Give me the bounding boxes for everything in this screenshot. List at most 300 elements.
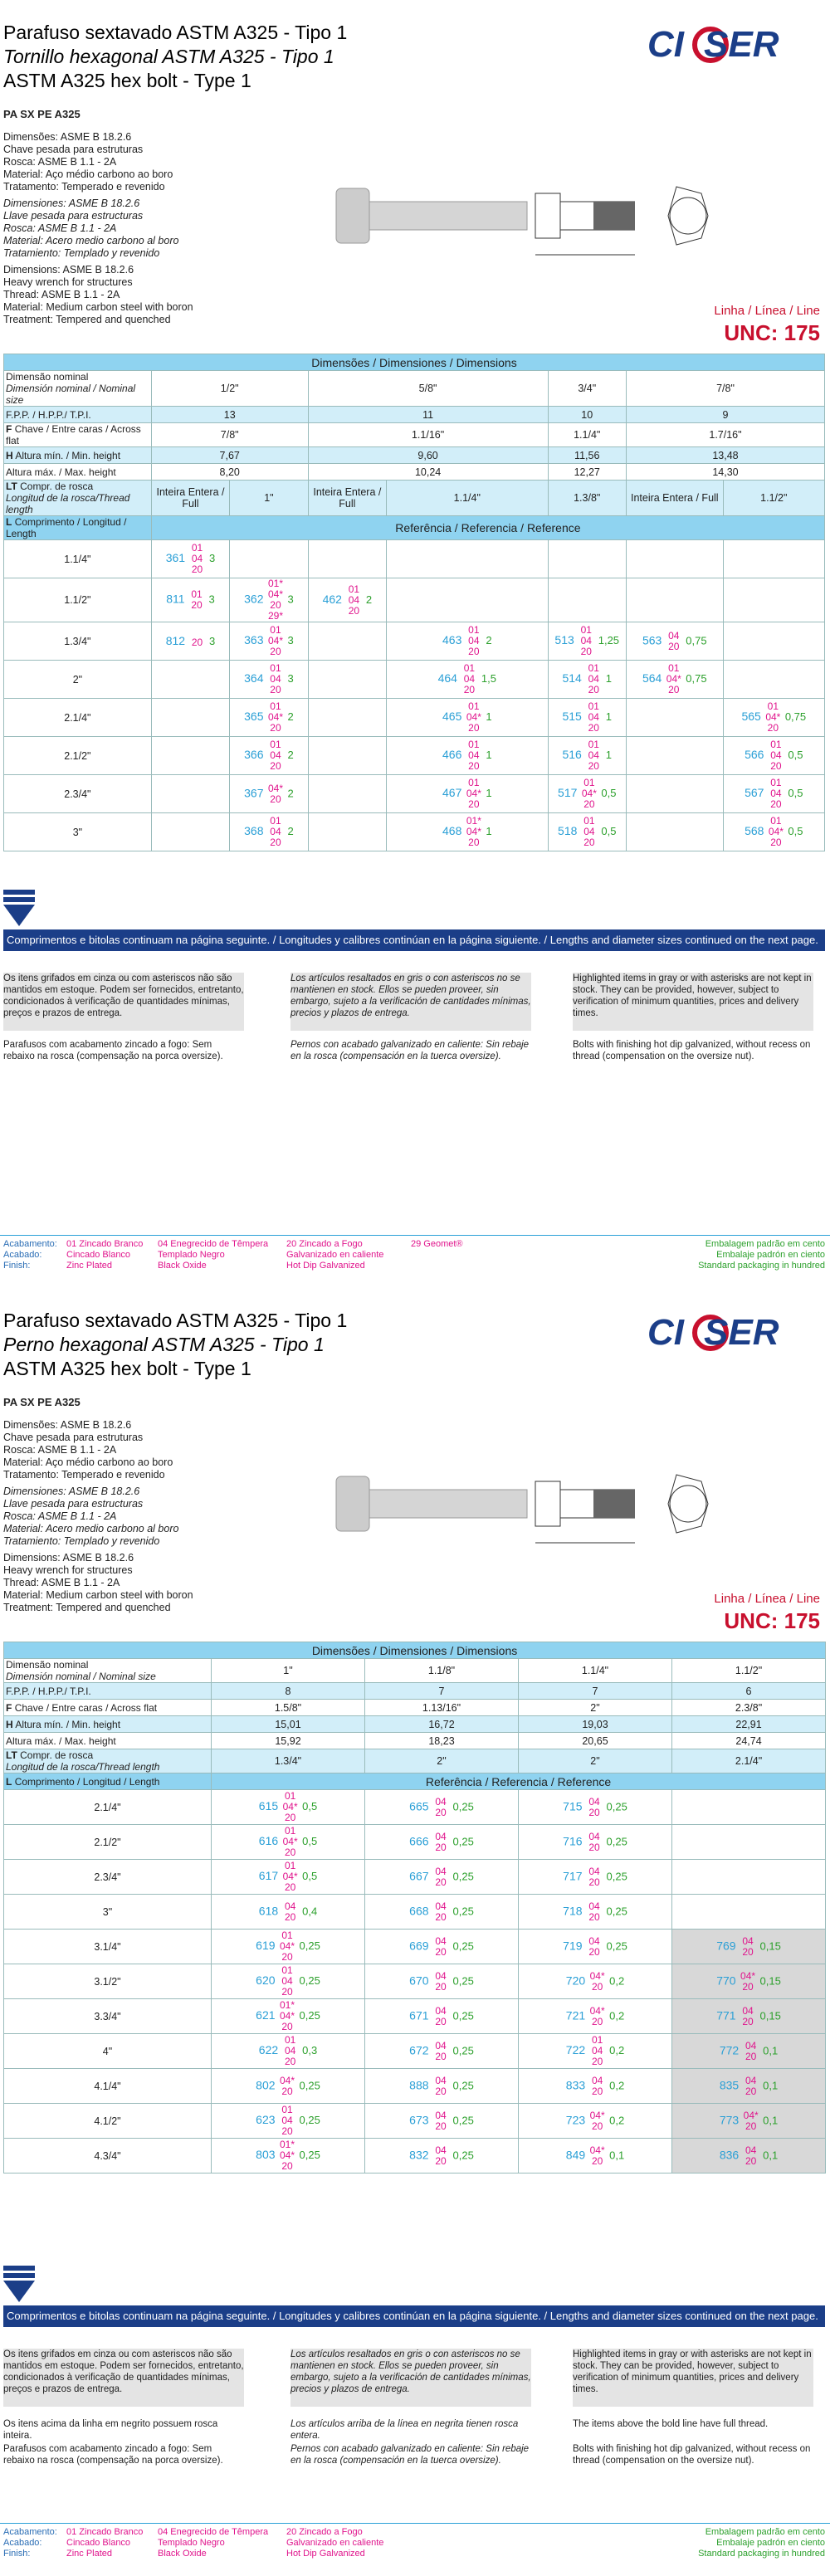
reference-cell [387, 540, 548, 578]
bold-es: Los artículos arriba de la línea en negrita tienen rosca entera. [290, 2419, 519, 2441]
reference-cell [626, 540, 723, 578]
hmax-cell: 15,92 [212, 1733, 365, 1749]
ciser-logo [644, 1308, 818, 1358]
weight: 0,25 [452, 2078, 474, 2091]
weight: 1 [486, 786, 492, 799]
chave-cell: 1.5/8" [212, 1700, 365, 1716]
note-es: Los artículos resaltados en gris o con asteriscos no se mantienen en stock. Ellos se pueden proveer, sin embargo, sujeto a la verificación de cantidades mínimas, precios y plazos de entrega. [290, 2349, 531, 2407]
reference-cell [672, 2104, 826, 2139]
table-row [4, 578, 825, 622]
reference-code: 670 [409, 1973, 429, 1987]
finish-codes: 04* 20 [589, 1969, 605, 1993]
reference-cell [672, 2139, 826, 2174]
reference-code: 616 [258, 1833, 279, 1847]
reference-cell [230, 540, 308, 578]
length-cell: 2.1/4" [4, 699, 152, 737]
packaging: Embalagem padrão em cento Embalaje padrón en ciento Standard packaging in hundred [698, 1239, 825, 1271]
weight: 0,25 [299, 1939, 320, 1952]
finish-codes: 04 20 [435, 2144, 447, 2167]
finish-codes: 20 [191, 636, 203, 648]
weight: 0,3 [302, 2043, 318, 2056]
title-es: Tornillo hexagonal ASTM A325 - Tipo 1 [3, 46, 334, 67]
finish-codes: 04 20 [284, 1900, 296, 1923]
reference-cell [626, 622, 723, 661]
fpp-label: F.P.P. / H.P.P./ T.P.I. [4, 407, 152, 423]
reference-cell [365, 1964, 519, 1999]
reference-code: 835 [719, 2077, 740, 2091]
hmin-cell: 9,60 [308, 447, 548, 464]
finish-codes: 04 20 [742, 1934, 754, 1958]
reference-cell [230, 775, 308, 813]
reference-code: 719 [563, 1938, 583, 1952]
weight: 3 [287, 593, 294, 606]
hmin-cell: 11,56 [548, 447, 626, 464]
reference-code: 671 [409, 2008, 429, 2022]
reference-cell [151, 775, 229, 813]
weight: 0,1 [609, 2148, 625, 2161]
finish-codes: 01 04* 20 [768, 815, 784, 848]
reference-cell [672, 1930, 826, 1964]
weight: 0,5 [601, 824, 617, 837]
finish-codes: 01 04 20 [281, 2104, 293, 2137]
reference-cell [365, 1790, 519, 1825]
size-cell: 1.1/8" [365, 1659, 519, 1683]
reference-code: 849 [565, 2147, 586, 2161]
reference-cell [519, 2069, 672, 2104]
finish-codes: 01* 04* 20 [280, 1999, 295, 2032]
weight: 0,25 [452, 2113, 474, 2126]
title-pt: Parafuso sextavado ASTM A325 - Tipo 1 [3, 1310, 348, 1331]
length-cell: 1.1/4" [4, 540, 152, 578]
ref-label: Referência / Referencia / Reference [212, 1773, 826, 1790]
reference-code: 770 [716, 1973, 736, 1987]
reference-cell [626, 699, 723, 737]
weight: 0,75 [686, 633, 707, 646]
weight: 0,25 [606, 1939, 627, 1952]
weight: 0,5 [788, 824, 803, 837]
length-cell: 4.3/4" [4, 2139, 212, 2174]
galv-pt: Parafusos com acabamento zincado a fogo: Sem rebaixo na rosca (compensação na porca oversize). [3, 2444, 223, 2466]
reference-cell [723, 813, 824, 851]
dimensions-table-2 [3, 1642, 826, 2174]
fpp-cell: 13 [151, 407, 308, 423]
reference-cell [212, 1964, 365, 1999]
reference-cell [672, 1790, 826, 1825]
reference-code: 723 [565, 2112, 586, 2126]
reference-cell [151, 540, 229, 578]
reference-code: 812 [165, 634, 186, 648]
fpp-cell: 10 [548, 407, 626, 423]
finish-codes: 04 20 [588, 1900, 600, 1923]
finish-codes: 01 04* 20 [282, 1790, 298, 1823]
note-es: Los artículos resaltados en gris o con asteriscos no se mantienen en stock. Ellos se pueden proveer, sin embargo, sujeto a la verificación de cantidades mínimas, precios y plazos de entrega. [290, 973, 531, 1031]
spec-es: Dimensiones: ASME B 18.2.6 Llave pesada para estructuras Rosca: ASME B 1.1 - 2A Material: Acero medio carbono al boro Tratamiento: Templado y revenido [3, 1486, 179, 1547]
weight: 0,15 [759, 1973, 781, 1987]
weight: 0,4 [302, 1904, 318, 1917]
reference-cell [672, 1860, 826, 1895]
length-label: L Comprimento / Longitud / Length [4, 516, 152, 540]
hmin-cell: 7,67 [151, 447, 308, 464]
finish-codes: 04 20 [745, 2039, 757, 2062]
table-row [4, 622, 825, 661]
size-cell: 7/8" [626, 371, 824, 407]
hmax-label: Altura máx. / Max. height [4, 1733, 212, 1749]
weight: 0,25 [452, 2148, 474, 2161]
reference-code: 622 [258, 2042, 279, 2056]
hmax-cell: 24,74 [672, 1733, 826, 1749]
reference-code: 771 [716, 2008, 736, 2022]
reference-code: 666 [409, 1833, 429, 1847]
chave-cell: 2" [519, 1700, 672, 1716]
reference-code: 364 [244, 671, 264, 685]
reference-cell [626, 737, 723, 775]
reference-cell [308, 622, 386, 661]
reference-cell [151, 661, 229, 699]
finish-codes: 01 04 20 [588, 700, 599, 734]
reference-code: 668 [409, 1903, 429, 1917]
reference-cell [519, 1860, 672, 1895]
note-en: Highlighted items in gray or with asterisks are not kept in stock. They can be provided, however, subject to verification of minimum quantities, prices and delivery times. [573, 973, 813, 1031]
lt-cell: 1.3/8" [548, 481, 626, 516]
hmax-label: Altura máx. / Max. height [4, 464, 152, 481]
weight: 0,75 [686, 671, 707, 685]
reference-code: 802 [256, 2077, 276, 2091]
reference-cell [548, 699, 626, 737]
reference-cell [387, 578, 548, 622]
reference-cell [387, 699, 548, 737]
weight: 0,1 [763, 2043, 779, 2056]
line-label: Linha / Línea / Line [714, 304, 820, 318]
finish-codes: 01 04 20 [591, 2034, 603, 2067]
header [0, 0, 830, 108]
length-cell: 3" [4, 1895, 212, 1930]
footer [0, 2523, 830, 2573]
reference-cell [672, 1999, 826, 2034]
reference-cell [519, 2034, 672, 2069]
reference-cell [230, 813, 308, 851]
reference-cell [308, 813, 386, 851]
reference-cell [723, 661, 824, 699]
note-en: Highlighted items in gray or with asterisks are not kept in stock. They can be provided, however, subject to verification of minimum quantities, prices and delivery times. [573, 2349, 813, 2407]
weight: 2 [365, 593, 373, 606]
continued-bar: Comprimentos e bitolas continuam na página seguinte. / Longitudes y calibres continúan en la página siguiente. / Lengths and diameter sizes continued on the next page. [3, 2305, 825, 2327]
bold-pt: Os itens acima da linha em negrito possuem rosca inteira. [3, 2419, 218, 2441]
svg-text:CI: CI [647, 24, 684, 65]
reference-code: 466 [442, 747, 462, 761]
length-cell: 2" [4, 661, 152, 699]
title-en: ASTM A325 hex bolt - Type 1 [3, 70, 251, 91]
weight: 0,5 [302, 1834, 318, 1847]
spec-es: Dimensiones: ASME B 18.2.6 Llave pesada para estructuras Rosca: ASME B 1.1 - 2A Material: Acero medio carbono al boro Tratamiento: Templado y revenido [3, 198, 179, 259]
reference-code: 773 [719, 2112, 740, 2126]
reference-code: 465 [442, 709, 462, 723]
length-cell: 2.3/4" [4, 1860, 212, 1895]
reference-code: 836 [719, 2147, 740, 2161]
title-es: Perno hexagonal ASTM A325 - Tipo 1 [3, 1334, 325, 1355]
reference-code: 517 [558, 785, 578, 799]
finish-20: 20 Zincado a Fogo Galvanizado en caliente Hot Dip Galvanized [286, 1239, 384, 1271]
lt-cell: 2" [365, 1749, 519, 1773]
reference-code: 621 [256, 2008, 276, 2022]
reference-cell [151, 737, 229, 775]
reference-cell [519, 1930, 672, 1964]
reference-code: 811 [166, 592, 185, 606]
weight: 0,25 [452, 1799, 474, 1812]
weight: 0,2 [609, 1973, 625, 1987]
dimensions-title: Dimensões / Dimensiones / Dimensions [4, 354, 825, 371]
product-code: PA SX PE A325 [3, 1396, 81, 1408]
finish-codes: 01 04 20 [281, 1964, 293, 1998]
length-cell: 3.1/4" [4, 1930, 212, 1964]
finish-codes: 01 04* 20 [267, 700, 283, 734]
finish-codes: 04* 20 [740, 1969, 756, 1993]
weight: 0,25 [606, 1834, 627, 1847]
ciser-logo [644, 20, 818, 70]
finish-codes: 04 20 [435, 2074, 447, 2097]
finish-codes: 01 04 20 [468, 624, 480, 657]
spec-pt: Dimensões: ASME B 18.2.6 Chave pesada para estruturas Rosca: ASME B 1.1 - 2A Material: Aço médio carbono ao boro Tratamento: Temperado e revenido [3, 1419, 173, 1481]
reference-cell [548, 737, 626, 775]
finish-codes: 04 20 [435, 2109, 447, 2132]
reference-code: 615 [258, 1798, 279, 1812]
fpp-cell: 7 [365, 1683, 519, 1700]
weight: 0,25 [299, 1973, 320, 1987]
fpp-cell: 7 [519, 1683, 672, 1700]
table-row [4, 2139, 826, 2174]
weight: 1,5 [481, 671, 496, 685]
title-pt: Parafuso sextavado ASTM A325 - Tipo 1 [3, 22, 348, 43]
fpp-cell: 6 [672, 1683, 826, 1700]
weight: 0,25 [299, 2148, 320, 2161]
weight: 0,25 [452, 2008, 474, 2022]
weight: 3 [209, 635, 216, 648]
reference-code: 464 [437, 671, 457, 685]
reference-cell [365, 2139, 519, 2174]
finish-codes: 01 04 20 [270, 815, 281, 848]
table-row [4, 2034, 826, 2069]
chave-label: F Chave / Entre caras / Across flat [4, 423, 152, 447]
weight: 1 [486, 748, 492, 761]
finish-codes: 04 20 [435, 1934, 447, 1958]
continue-arrow-icon [3, 890, 35, 926]
finish-29: 29 Geomet® [411, 1239, 463, 1249]
reference-code: 362 [244, 592, 264, 606]
reference-cell [672, 1895, 826, 1930]
table-row [4, 540, 825, 578]
size-cell: 1.1/4" [519, 1659, 672, 1683]
reference-code: 367 [244, 785, 264, 799]
reference-code: 567 [745, 785, 764, 799]
reference-code: 564 [642, 671, 662, 685]
chave-cell: 7/8" [151, 423, 308, 447]
lt-cell: 2.1/4" [672, 1749, 826, 1773]
unc-label: UNC: 175 [724, 320, 820, 345]
reference-cell [212, 2069, 365, 2104]
finish-codes: 01 20 [191, 588, 203, 611]
reference-cell [365, 1999, 519, 2034]
reference-cell [230, 661, 308, 699]
reference-cell [151, 578, 229, 622]
reference-cell [308, 699, 386, 737]
hmax-cell: 8,20 [151, 464, 308, 481]
finish-codes: 04 20 [742, 2004, 754, 2027]
reference-code: 618 [258, 1903, 279, 1917]
reference-cell [365, 1860, 519, 1895]
reference-cell [548, 661, 626, 699]
reference-cell [230, 578, 308, 622]
reference-cell [626, 661, 723, 699]
weight: 0,2 [609, 2113, 625, 2126]
finish-codes: 01 04* 20 [666, 662, 681, 695]
lt-label: LT Compr. de rosca Longitud de la rosca/Thread length [4, 481, 152, 516]
hmin-cell: 19,03 [519, 1716, 672, 1733]
reference-code: 721 [565, 2008, 586, 2022]
reference-cell [519, 1999, 672, 2034]
reference-code: 665 [409, 1798, 429, 1812]
chave-label: F Chave / Entre caras / Across flat [4, 1700, 212, 1716]
weight: 0,2 [609, 2043, 625, 2056]
galv-es: Pernos con acabado galvanizado en caliente: Sin rebaje en la rosca (compensación en la tuerca oversize). [290, 2444, 530, 2466]
weight: 0,1 [763, 2113, 779, 2126]
reference-code: 619 [256, 1938, 276, 1952]
footer [0, 1235, 830, 1285]
table-row [4, 1999, 826, 2034]
bold-en: The items above the bold line have full thread. [573, 2419, 769, 2429]
reference-cell [365, 2069, 519, 2104]
weight: 0,25 [452, 1904, 474, 1917]
weight: 0,5 [302, 1869, 318, 1882]
finish-04: 04 Enegrecido de Têmpera Templado Negro Black Oxide [158, 1239, 269, 1271]
finish-codes: 04 20 [745, 2144, 757, 2167]
length-cell: 2.1/2" [4, 1825, 212, 1860]
reference-code: 833 [565, 2077, 586, 2091]
unc-label: UNC: 175 [724, 1608, 820, 1633]
reference-cell [519, 1825, 672, 1860]
reference-cell [519, 1895, 672, 1930]
reference-cell [230, 622, 308, 661]
reference-cell [519, 2139, 672, 2174]
reference-cell [308, 661, 386, 699]
finish-codes: 04* 20 [589, 2004, 605, 2027]
finish-01: 01 Zincado Branco Cincado Blanco Zinc Plated [66, 2527, 144, 2559]
reference-cell [151, 813, 229, 851]
packaging: Embalagem padrão em cento Embalaje padrón en ciento Standard packaging in hundred [698, 2527, 825, 2559]
reference-cell [548, 540, 626, 578]
finish-codes: 04* 20 [267, 782, 283, 805]
finish-04: 04 Enegrecido de Têmpera Templado Negro Black Oxide [158, 2527, 269, 2559]
finish-codes: 01* 04* 20 [466, 815, 481, 848]
reference-cell [212, 1895, 365, 1930]
table-row [4, 699, 825, 737]
bolt-drawing [328, 1458, 726, 1554]
reference-code: 467 [442, 785, 462, 799]
chave-cell: 1.13/16" [365, 1700, 519, 1716]
weight: 1 [486, 824, 492, 837]
weight: 2 [486, 633, 492, 646]
reference-cell [230, 699, 308, 737]
weight: 0,15 [759, 2008, 781, 2022]
reference-cell [365, 1825, 519, 1860]
finish-codes: 01* 04* 20 29* [267, 578, 283, 622]
lt-cell: 2" [519, 1749, 672, 1773]
length-cell: 1.1/2" [4, 578, 152, 622]
size-cell: 1/2" [151, 371, 308, 407]
weight: 0,5 [788, 786, 803, 799]
table-row [4, 737, 825, 775]
reference-cell [212, 1999, 365, 2034]
reference-code: 363 [244, 632, 264, 646]
finish-codes: 04 20 [435, 1865, 447, 1888]
finish-codes: 01 04 20 [284, 2034, 296, 2067]
finish-codes: 01* 04* 20 [280, 2139, 295, 2172]
weight: 0,25 [299, 2113, 320, 2126]
table-row [4, 1790, 826, 1825]
weight: 0,25 [452, 1834, 474, 1847]
length-label: L Comprimento / Longitud / Length [4, 1773, 212, 1790]
finish-codes: 01 04 20 [348, 583, 360, 617]
hmax-cell: 12,27 [548, 464, 626, 481]
length-cell: 2.1/4" [4, 1790, 212, 1825]
reference-code: 468 [442, 823, 462, 837]
hmin-label: H Altura mín. / Min. height [4, 1716, 212, 1733]
weight: 3 [287, 671, 294, 685]
reference-cell [365, 1895, 519, 1930]
lt-cell: 1.1/4" [387, 481, 548, 516]
size-cell: 3/4" [548, 371, 626, 407]
table-row [4, 2104, 826, 2139]
weight: 0,5 [788, 748, 803, 761]
finish-codes: 04* 20 [280, 2074, 295, 2097]
reference-cell [723, 540, 824, 578]
reference-code: 566 [745, 747, 764, 761]
spec-pt: Dimensões: ASME B 18.2.6 Chave pesada para estruturas Rosca: ASME B 1.1 - 2A Material: Aço médio carbono ao boro Tratamento: Temperado e revenido [3, 131, 173, 193]
svg-text:SER: SER [704, 24, 779, 65]
fpp-cell: 11 [308, 407, 548, 423]
reference-code: 722 [565, 2042, 586, 2056]
finish-labels: Acabamento: Acabado: Finish: [3, 2527, 57, 2559]
reference-code: 717 [563, 1868, 583, 1882]
finish-codes: 01 04 20 [463, 662, 476, 695]
finish-codes: 04 20 [588, 1934, 600, 1958]
reference-cell [308, 578, 386, 622]
galv-en: Bolts with finishing hot dip galvanized, without recess on thread (compensation on the oversize nut). [573, 2444, 811, 2466]
size-cell: 1.1/2" [672, 1659, 826, 1683]
reference-code: 772 [719, 2042, 740, 2056]
size-cell: 5/8" [308, 371, 548, 407]
finish-codes: 04 20 [435, 1969, 447, 1993]
finish-codes: 04 20 [435, 1795, 447, 1818]
reference-code: 623 [256, 2112, 276, 2126]
weight: 3 [209, 551, 216, 564]
sheet-2 [0, 1288, 830, 2576]
length-cell: 3.3/4" [4, 1999, 212, 2034]
nominal-label: Dimensão nominal Dimensión nominal / Nominal size [4, 1659, 212, 1683]
table-row [4, 1930, 826, 1964]
chave-cell: 1.1/4" [548, 423, 626, 447]
product-code: PA SX PE A325 [3, 108, 81, 120]
reference-cell [723, 578, 824, 622]
chave-cell: 1.1/16" [308, 423, 548, 447]
reference-cell [151, 699, 229, 737]
reference-cell [723, 775, 824, 813]
weight: 0,5 [601, 786, 617, 799]
length-cell: 1.3/4" [4, 622, 152, 661]
weight: 1 [605, 671, 613, 685]
reference-code: 462 [322, 592, 342, 606]
reference-cell [672, 1964, 826, 1999]
weight: 0,25 [452, 1869, 474, 1882]
finish-codes: 01 04 20 [191, 542, 203, 575]
